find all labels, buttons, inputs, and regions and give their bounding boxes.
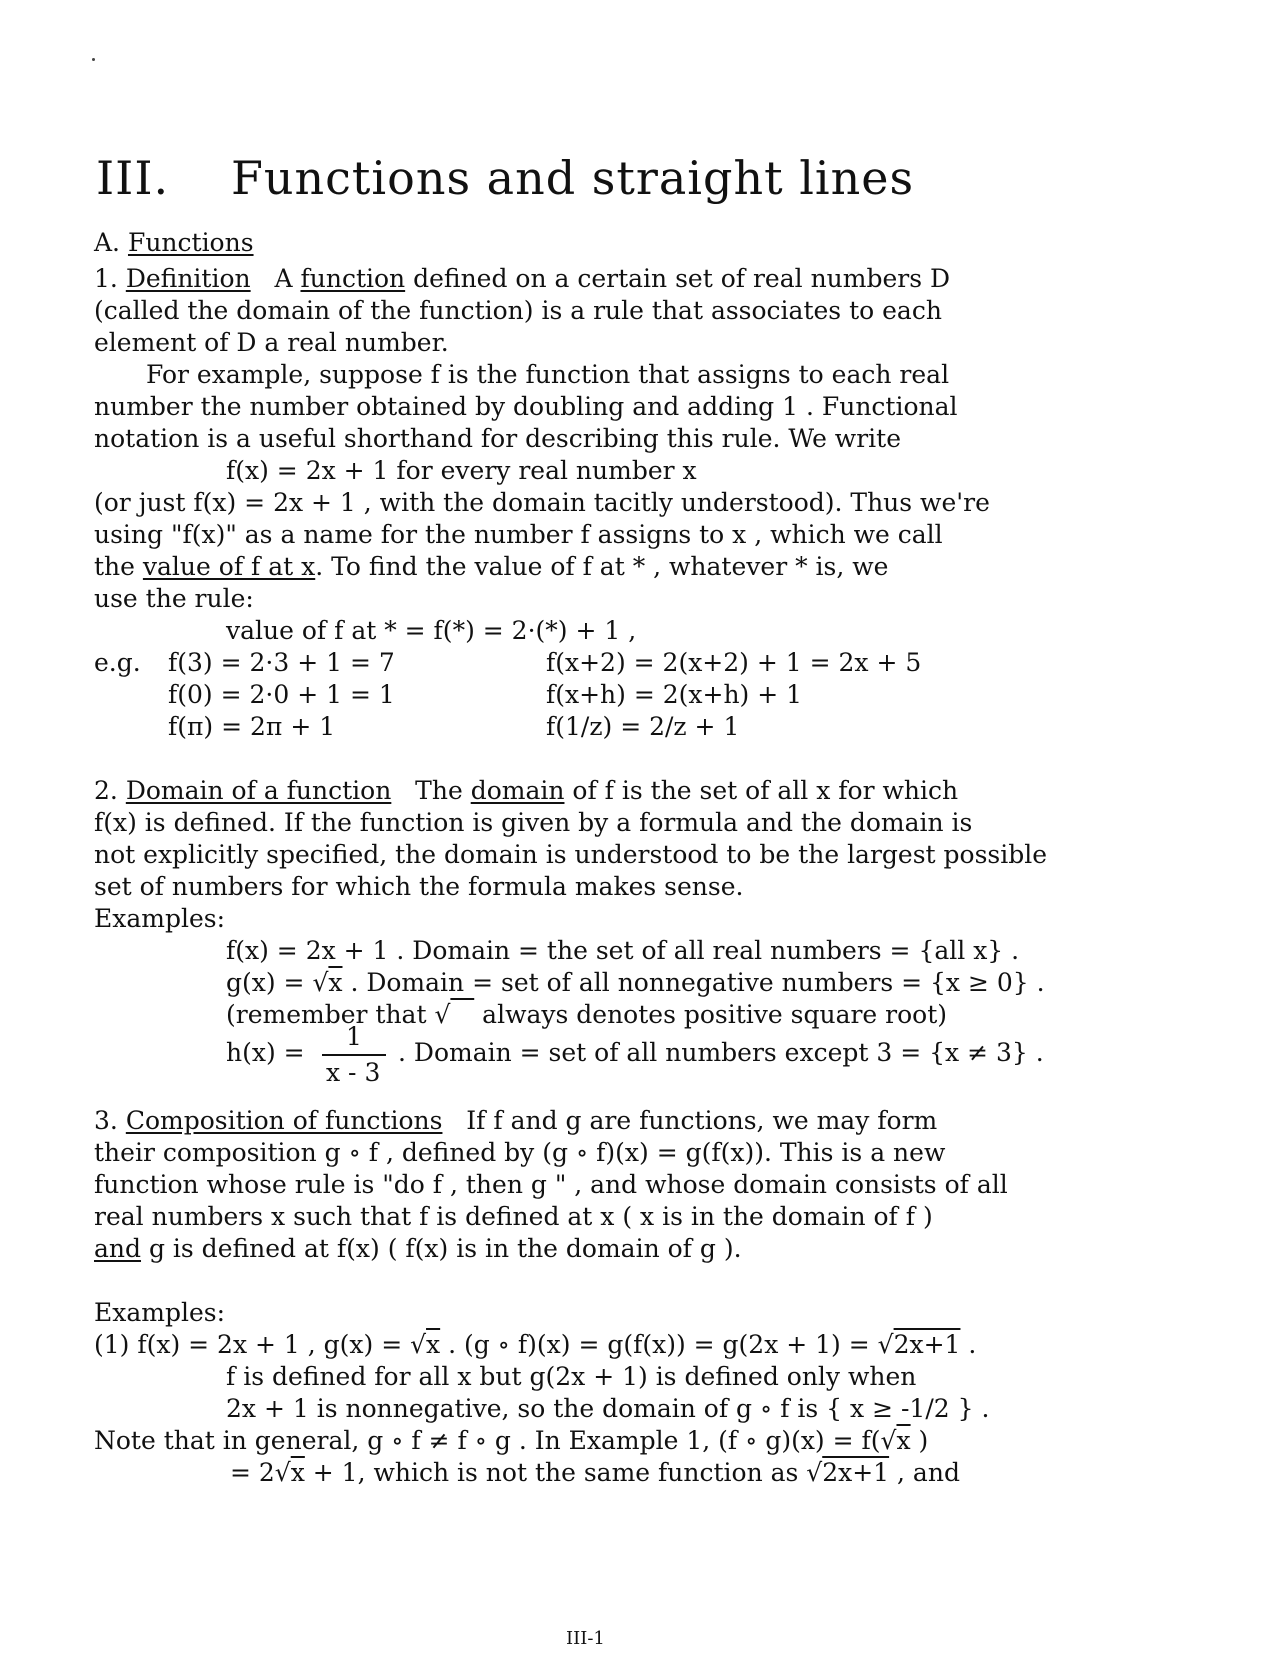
chapter-title [96,150,914,206]
s3-ex1-b: . (g ∘ f)(x) = g(f(x)) = g(2x + 1) = √ [440,1330,894,1359]
fraction-numerator: 1 [346,1022,362,1051]
s2-l1-rest: of f is the set of all x for which [572,776,959,805]
s3-heading: Composition of functions [125,1106,443,1135]
s1-rule: value of f at * = f(*) = 2·(*) + 1 , [226,616,637,645]
s3-note-b: ) [910,1426,929,1455]
radicand: x [426,1330,441,1359]
section-a-label: A. [94,228,121,257]
radicand: x [290,1458,305,1487]
s3-line-5 [94,1234,742,1264]
s1-heading: Definition [125,264,251,293]
s2-line-2: f(x) is defined. If the function is given by a formula and the domain is [94,808,973,837]
sqrt-sign: g(x) = √ [226,968,329,997]
s3-line-1 [94,1106,937,1136]
s2-examples-label: Examples: [94,904,226,933]
s1-term: function [300,264,406,293]
s1-l10-pre: the [94,552,135,581]
s1-line-4: For example, suppose f is the function that assigns to each real [146,360,950,389]
s3-line-3: function whose rule is "do f , then g " , and whose domain consists of all [94,1170,1008,1199]
s1-number: 1. [94,264,118,293]
s1-pre: A [274,264,293,293]
s2-example-4-rest: . Domain = set of all numbers except 3 = {x ≠ 3} . [398,1038,1044,1067]
s2-heading: Domain of a function [125,776,392,805]
s2-line-3: not explicitly specified, the domain is understood to be the largest possible [94,840,1048,869]
s2-example-2 [226,968,1045,998]
s1-l1-rest: defined on a certain set of real numbers D [413,264,951,293]
s3-examples-label: Examples: [94,1298,226,1327]
s2-example-4-lhs: h(x) = [226,1038,305,1067]
section-a-title: Functions [127,228,254,257]
s3-ex1-a: (1) f(x) = 2x + 1 , g(x) = √ [94,1330,427,1359]
radicand: x [896,1426,911,1455]
s3-note2-b: + 1, which is not the same function as √ [304,1458,823,1487]
sqrt-sign: (remember that √ [226,1000,451,1029]
s3-example-1 [94,1330,976,1360]
s3-number: 3. [94,1106,118,1135]
example-left-1: f(3) = 2·3 + 1 = 7 [168,648,395,677]
s3-ex1-c: . [960,1330,977,1359]
s1-line-9: using "f(x)" as a name for the number f assigns to x , which we call [94,520,943,549]
s1-l10-rest: . To find the value of f at * , whatever * is, we [315,552,889,581]
chapter-number: III. [96,151,170,205]
s1-line-2: (called the domain of the function) is a rule that associates to each [94,296,942,325]
s3-note2-a: = 2√ [230,1458,291,1487]
s3-example-1-line-3: 2x + 1 is nonnegative, so the domain of g ∘ f is { x ≥ -1/2 } . [226,1394,990,1423]
s1-line-5: number the number obtained by doubling and adding 1 . Functional [94,392,958,421]
s3-and-term: and [94,1234,142,1263]
s3-line-2: their composition g ∘ f , defined by (g ∘ f)(x) = g(f(x)). This is a new [94,1138,946,1167]
radicand-blank [450,1000,474,1029]
fraction-denominator: x - 3 [326,1058,381,1087]
page-number: III-1 [566,1628,605,1649]
s2-e3-rest: always denotes positive square root) [474,1000,948,1029]
s3-l5-rest: g is defined at f(x) ( f(x) is in the domain of g ). [141,1234,742,1263]
s1-line-10 [94,552,888,582]
example-left-2: f(0) = 2·0 + 1 = 1 [168,680,395,709]
s2-pre: The [415,776,463,805]
s1-line-1 [94,264,950,294]
s3-l1-rest: If f and g are functions, we may form [466,1106,938,1135]
s1-line-3: element of D a real number. [94,328,449,357]
radicand: 2x+1 [893,1330,961,1359]
s3-note2-c: , and [889,1458,960,1487]
example-right-2: f(x+h) = 2(x+h) + 1 [546,680,803,709]
s2-example-3 [226,1000,947,1030]
radicand: x [328,968,343,997]
s3-note-a: Note that in general, g ∘ f ≠ f ∘ g . In Example 1, (f ∘ g)(x) = f(√ [94,1426,897,1455]
s3-note-line-2 [230,1458,960,1488]
example-right-3: f(1/z) = 2/z + 1 [546,712,740,741]
s2-e2-rest: . Domain = set of all nonnegative numbers = {x ≥ 0} . [342,968,1045,997]
s2-number: 2. [94,776,118,805]
s2-term: domain [470,776,565,805]
section-a-heading [94,228,254,258]
eg-label: e.g. [94,648,141,677]
example-left-3: f(π) = 2π + 1 [168,712,336,741]
s1-line-11: use the rule: [94,584,254,613]
s3-example-1-line-2: f is defined for all x but g(2x + 1) is defined only when [226,1362,917,1391]
s2-example-1: f(x) = 2x + 1 . Domain = the set of all real numbers = {all x} . [226,936,1020,965]
radicand: 2x+1 [822,1458,890,1487]
s3-line-4: real numbers x such that f is defined at x ( x is in the domain of f ) [94,1202,933,1231]
s1-line-8: (or just f(x) = 2x + 1 , with the domain tacitly understood). Thus we're [94,488,990,517]
s1-line-6: notation is a useful shorthand for describing this rule. We write [94,424,901,453]
s1-l10-term: value of f at x [142,552,316,581]
speck-mark [92,58,95,61]
s2-line-1 [94,776,958,806]
example-right-1: f(x+2) = 2(x+2) + 1 = 2x + 5 [546,648,922,677]
fraction-bar [322,1054,386,1056]
chapter-title-text: Functions and straight lines [231,151,915,205]
s2-line-4: set of numbers for which the formula makes sense. [94,872,744,901]
s1-formula: f(x) = 2x + 1 for every real number x [226,456,697,485]
s3-note-line-1 [94,1426,928,1456]
